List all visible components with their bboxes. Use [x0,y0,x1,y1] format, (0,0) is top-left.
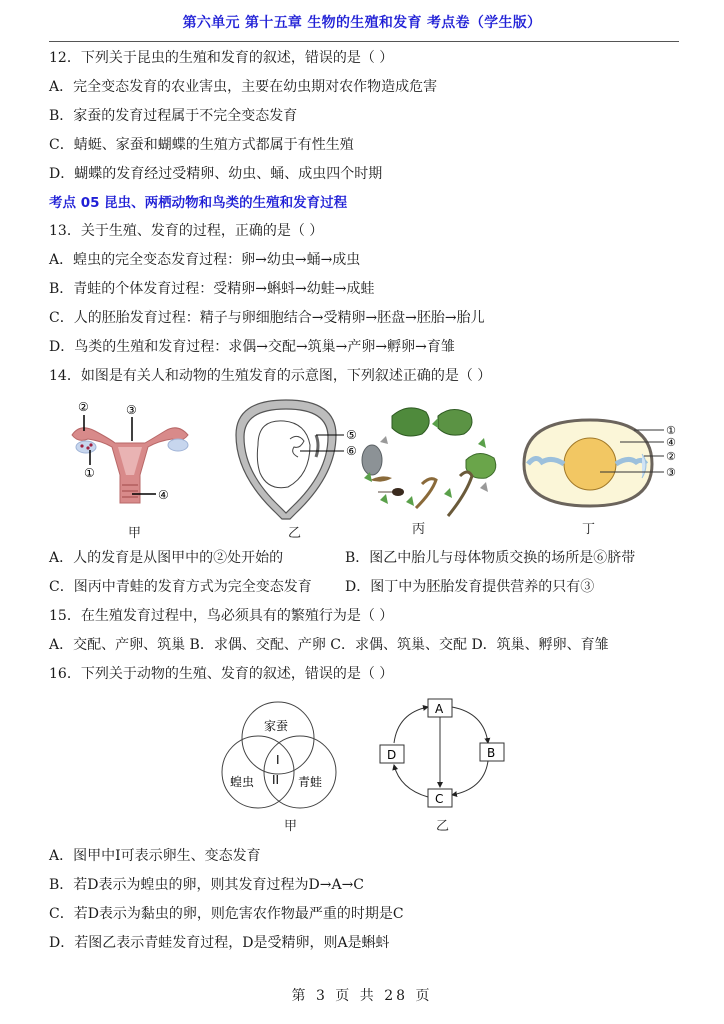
venn-label-frog: 青蛙 [298,775,323,789]
figure-caption-yi: 乙 [288,526,302,541]
question-13-option-d: D．鸟类的生殖和发育过程：求偶→交配→筑巢→产卵→孵卵→育雏 [49,339,455,355]
venn-region-2: II [272,773,280,787]
question-13-option-c: C．人的胚胎发育过程：精子与卵细胞结合→受精卵→胚盘→胚胎→胎儿 [49,310,485,326]
question-16-option-b: B．若D表示为蝗虫的卵，则其发育过程为D→A→C [49,877,365,893]
figure-caption-cycle: 乙 [436,819,450,834]
label-6: ⑥ [346,444,357,458]
question-12-option-d: D．蝴蝶的发育经过受精卵、幼虫、蛹、成虫四个时期 [49,166,383,182]
label-3: ③ [666,466,676,479]
figure-frog-life-cycle [360,398,508,518]
figure-venn-diagram [218,700,358,810]
label-4: ④ [158,488,169,502]
page-footer-number: 第 3 页 共 28 页 [291,988,433,1004]
question-13-option-a: A．蝗虫的完全变态发育过程：卵→幼虫→蛹→成虫 [49,252,361,268]
question-14-options-row-1 [49,548,689,568]
question-16-option-a: A．图甲中I可表示卵生、变态发育 [49,848,261,864]
question-15-options: A．交配、产卵、筑巢 B．求偶、交配、产卵 C．求偶、筑巢、交配 D．筑巢、孵卵、育雏 [49,637,609,653]
question-12-option-b: B．家蚕的发育过程属于不完全变态发育 [49,108,298,124]
question-14-option-c: C．图丙中青蛙的发育方式为完全变态发育 [49,579,312,595]
question-12-option-a: A．完全变态发育的农业害虫，主要在幼虫期对农作物造成危害 [49,79,438,95]
figure-caption-venn: 甲 [284,819,298,834]
question-12-option-c: C．蜻蜓、家蚕和蝴蝶的生殖方式都属于有性生殖 [49,137,354,153]
question-14-stem: 14．如图是有关人和动物的生殖发育的示意图，下列叙述正确的是（ ） [49,368,492,384]
question-16-option-d: D．若图乙表示青蛙发育过程，D是受精卵，则A是蝌蚪 [49,935,390,951]
question-13-stem: 13．关于生殖、发育的过程，正确的是（ ） [49,223,324,239]
label-1: ① [84,466,95,480]
label-2: ② [78,400,89,414]
node-c: C [435,792,444,806]
venn-label-silkworm: 家蚕 [264,719,289,733]
figure-cycle-diagram [372,695,512,815]
label-5: ⑤ [346,428,357,442]
label-2: ② [666,450,676,463]
node-b: B [487,746,496,760]
venn-region-1: I [276,753,280,767]
question-15-stem: 15．在生殖发育过程中，鸟必须具有的繁殖行为是（ ） [49,608,394,624]
figure-female-reproductive-system [60,395,200,515]
question-14-option-a: A．人的发育是从图甲中的②处开始的 [49,550,284,566]
question-12-stem: 12．下列关于昆虫的生殖和发育的叙述，错误的是（ ） [49,50,394,66]
figure-caption-jia: 甲 [128,526,142,541]
label-4: ④ [666,436,676,449]
question-14-option-b: B．图乙中胎儿与母体物质交换的场所是⑥脐带 [345,550,636,566]
venn-label-locust: 蝗虫 [230,775,255,789]
figure-fetus-in-uterus [228,395,368,520]
figure-bird-egg-structure [512,412,692,512]
question-16-stem: 16．下列关于动物的生殖、发育的叙述，错误的是（ ） [49,666,394,682]
question-14-option-d: D．图丁中为胚胎发育提供营养的只有③ [345,579,595,595]
page-header-title: 第六单元 第十五章 生物的生殖和发育 考点卷（学生版） [182,15,542,31]
node-a: A [435,702,444,716]
question-14-options-row-2 [49,577,689,597]
node-d: D [387,748,397,762]
question-16-option-c: C．若D表示为黏虫的卵，则危害农作物最严重的时期是C [49,906,404,922]
figure-caption-ding: 丁 [582,522,596,537]
section-heading-05: 考点 05 昆虫、两栖动物和鸟类的生殖和发育过程 [49,195,348,211]
label-3: ③ [126,403,137,417]
header-divider [49,41,679,42]
figure-caption-bing: 丙 [412,522,426,537]
label-1: ① [666,424,676,437]
question-13-option-b: B．青蛙的个体发育过程：受精卵→蝌蚪→幼蛙→成蛙 [49,281,375,297]
